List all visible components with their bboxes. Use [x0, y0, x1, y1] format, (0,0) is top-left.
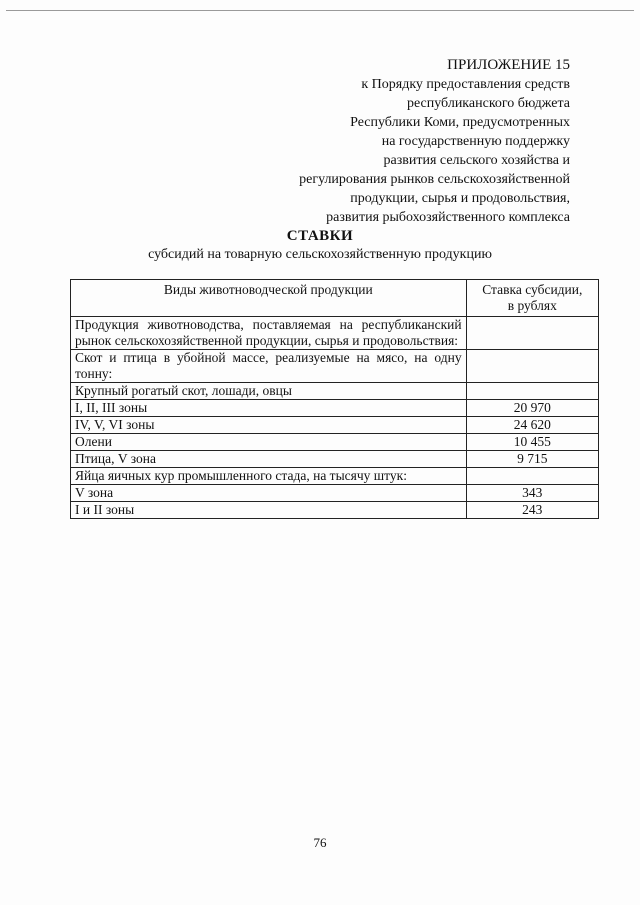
- appendix-line: регулирования рынков сельскохозяйственной: [299, 172, 570, 187]
- table-row: [71, 400, 599, 417]
- row-product-kind: Скот и птица в убойной массе, реализуемые на мясо, на одну тонну:: [71, 350, 467, 383]
- appendix-line: республиканского бюджета: [406, 96, 570, 111]
- row-product-kind: Крупный рогатый скот, лошади, овцы: [71, 383, 467, 400]
- row-product-kind: I и II зоны: [71, 502, 467, 519]
- row-product-kind: Продукция животноводства, поставляемая на республиканский рынок сельскохозяйственной продукции, сырья и продовольствия:: [71, 317, 467, 350]
- table-row: [71, 434, 599, 451]
- table-row: [71, 383, 599, 400]
- table-row: [71, 485, 599, 502]
- row-rate: 343: [466, 485, 598, 502]
- row-product-kind: V зона: [71, 485, 467, 502]
- table-row: [71, 417, 599, 434]
- appendix-line: Республики Коми, предусмотренных: [350, 115, 570, 130]
- appendix-line: к Порядку предоставления средств: [361, 77, 570, 92]
- row-product-kind: IV, V, VI зоны: [71, 417, 467, 434]
- header-rate-line: в рублях: [507, 298, 557, 313]
- row-rate: [466, 383, 598, 400]
- table-row: [71, 350, 599, 383]
- row-rate: [466, 350, 598, 383]
- header-subsidy-rate: [466, 280, 598, 317]
- row-rate: 9 715: [466, 451, 598, 468]
- appendix-title: ПРИЛОЖЕНИЕ 15: [447, 57, 570, 73]
- row-rate: [466, 468, 598, 485]
- table-row: [71, 468, 599, 485]
- appendix-line: развития сельского хозяйства и: [383, 153, 570, 168]
- table-header-row: [71, 280, 599, 317]
- top-rule: [6, 10, 634, 11]
- appendix-line: на государственную поддержку: [381, 134, 570, 149]
- appendix-block: [299, 56, 570, 227]
- row-rate: 24 620: [466, 417, 598, 434]
- row-rate: [466, 317, 598, 350]
- row-rate: 243: [466, 502, 598, 519]
- table-row: [71, 502, 599, 519]
- row-rate: 10 455: [466, 434, 598, 451]
- header-rate-line: Ставка субсидии,: [482, 282, 583, 297]
- row-product-kind: Птица, V зона: [71, 451, 467, 468]
- row-product-kind: Яйца яичных кур промышленного стада, на тысячу штук:: [71, 468, 467, 485]
- header-product-kind: Виды животноводческой продукции: [71, 280, 467, 317]
- table-row: [71, 451, 599, 468]
- row-product-kind: I, II, III зоны: [71, 400, 467, 417]
- appendix-line: развития рыбохозяйственного комплекса: [326, 210, 570, 225]
- page-number: 76: [313, 835, 327, 850]
- appendix-line: продукции, сырья и продовольствия,: [350, 191, 570, 206]
- table-row: [71, 317, 599, 350]
- document-heading: СТАВКИ: [286, 228, 354, 244]
- row-rate: 20 970: [466, 400, 598, 417]
- row-product-kind: Олени: [71, 434, 467, 451]
- subsidy-rates-table: [70, 279, 599, 519]
- document-subheading: субсидий на товарную сельскохозяйственную продукцию: [148, 247, 492, 262]
